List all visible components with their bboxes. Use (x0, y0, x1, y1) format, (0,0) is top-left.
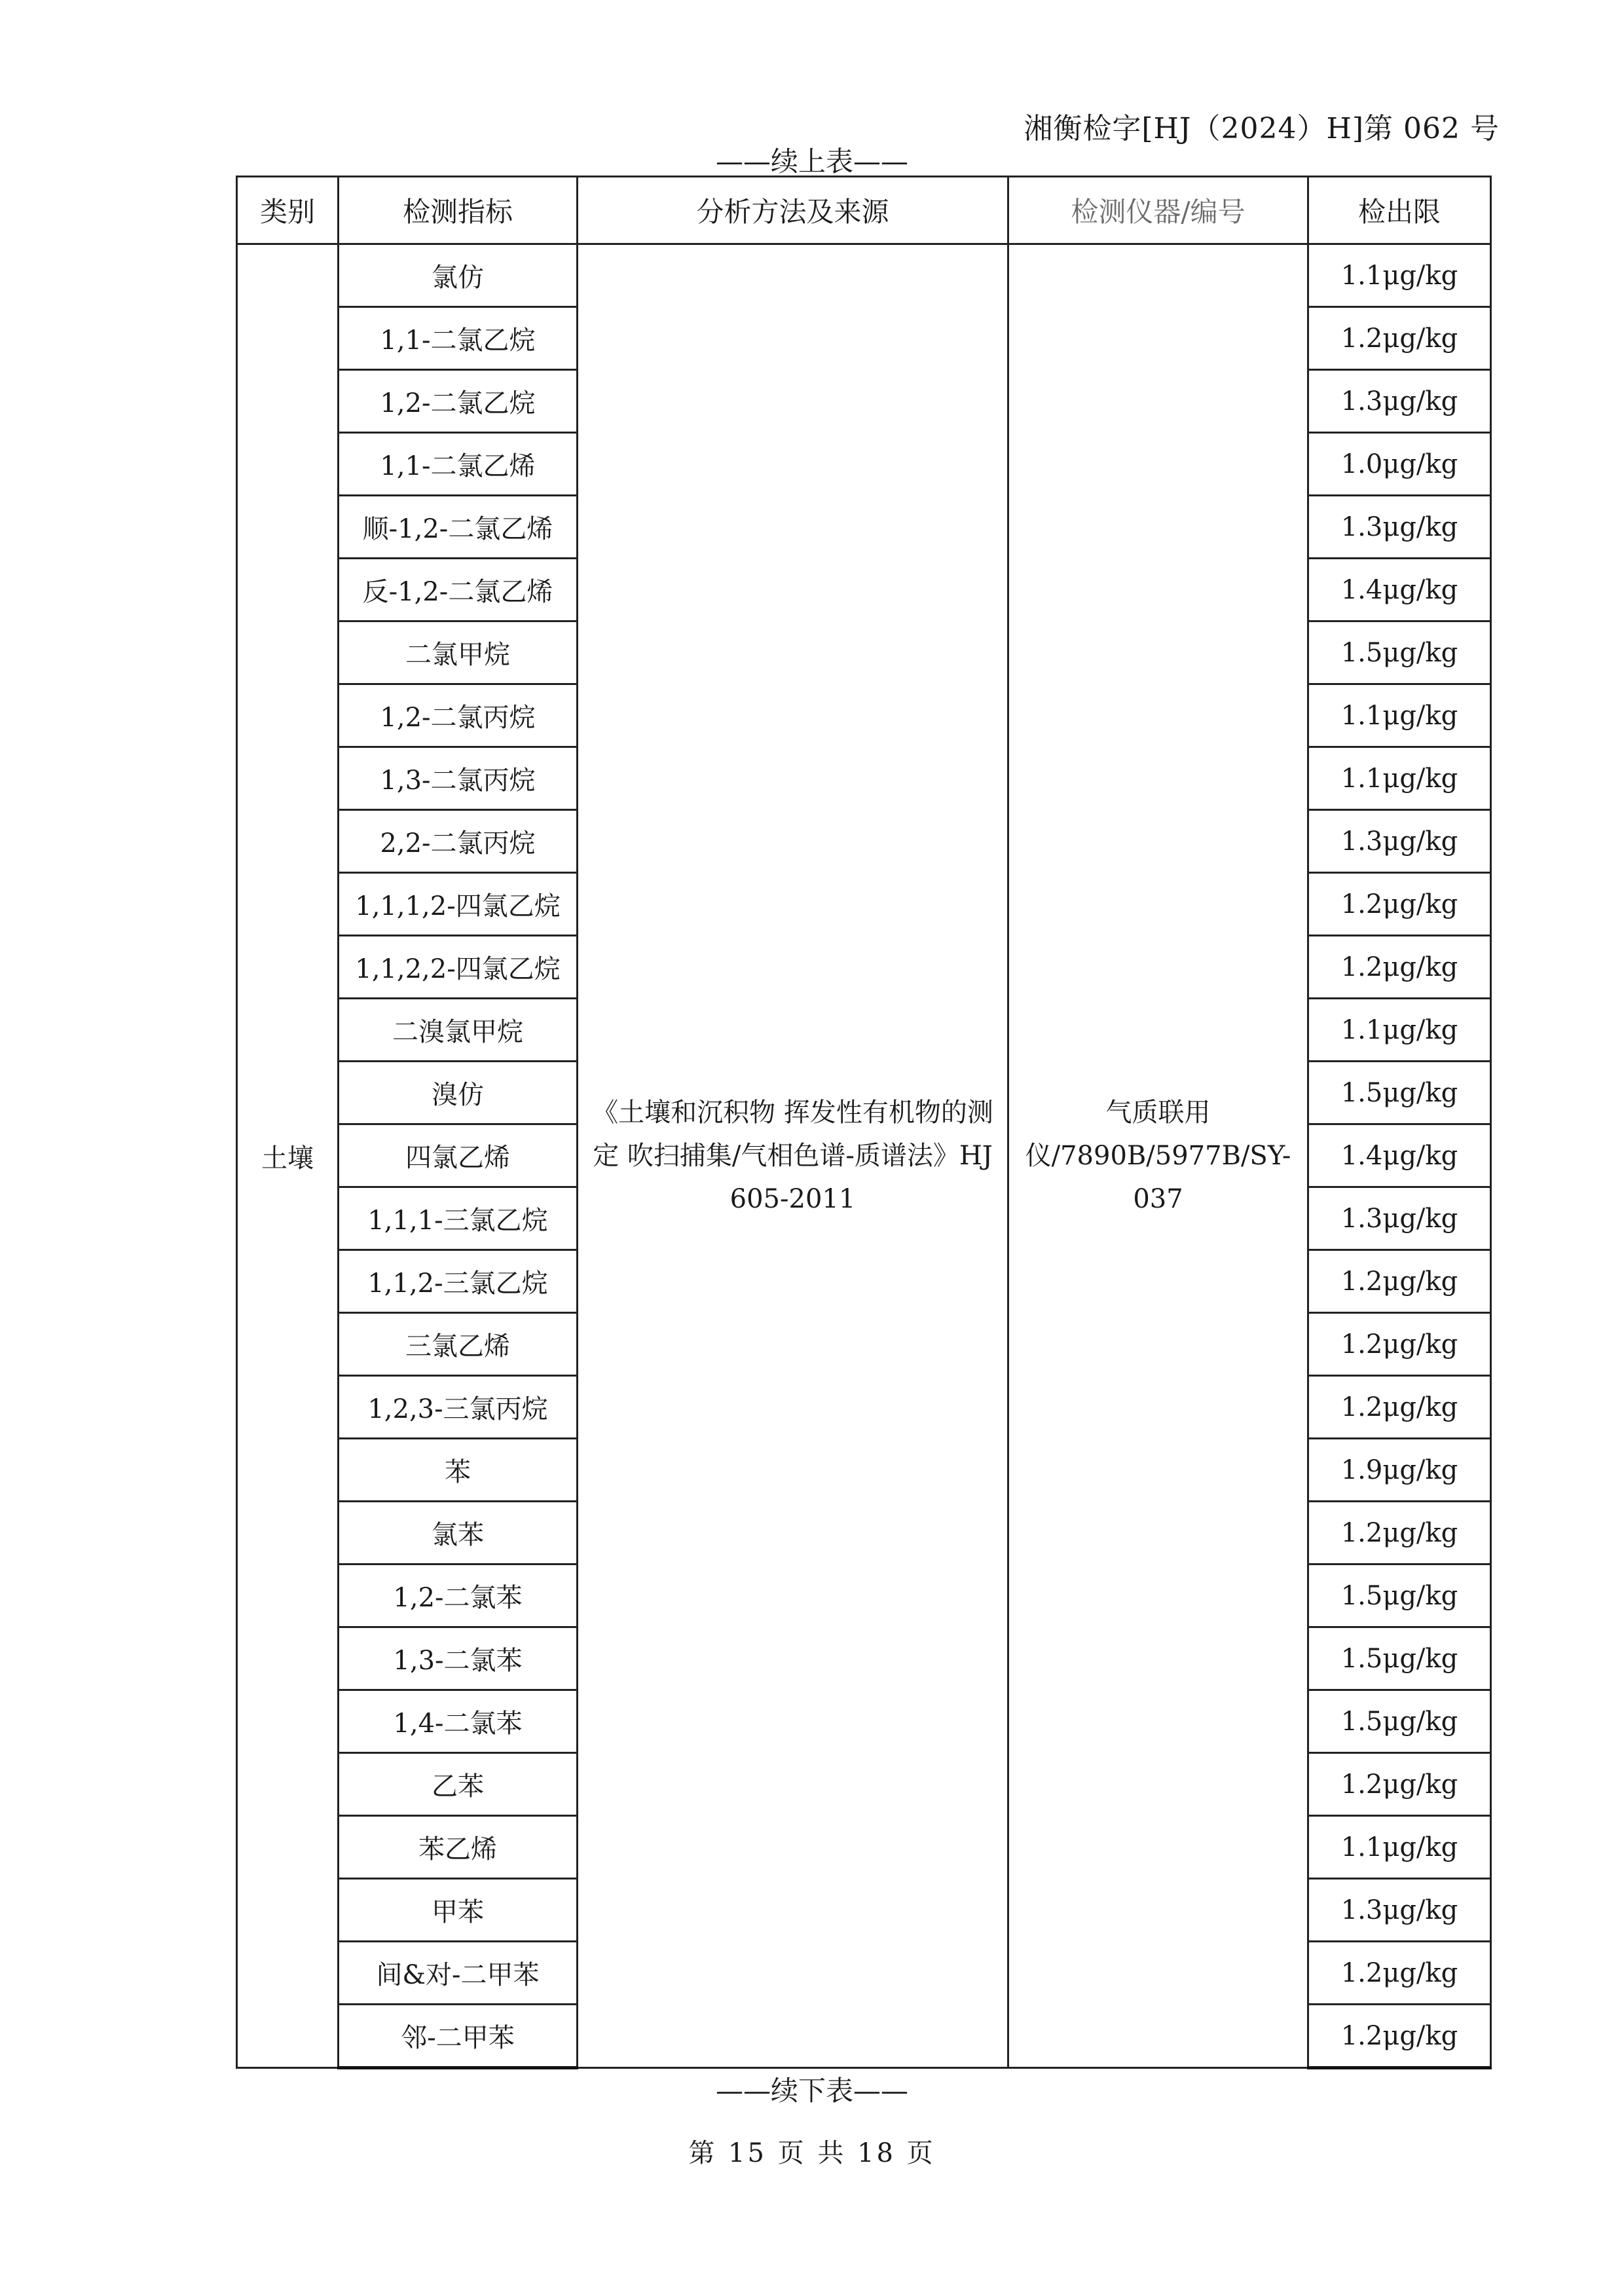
limit-cell: 1.2μg/kg (1308, 1313, 1491, 1376)
limit-cell: 1.2μg/kg (1308, 1942, 1491, 2005)
table-header-row (237, 177, 1491, 244)
indicator-cell: 氯苯 (339, 1502, 578, 1565)
indicator-cell: 反-1,2-二氯乙烯 (339, 559, 578, 621)
limit-cell: 1.2μg/kg (1308, 2005, 1491, 2068)
limit-cell: 1.5μg/kg (1308, 1627, 1491, 1690)
indicator-cell: 1,1,2-三氯乙烷 (339, 1250, 578, 1313)
table-row (237, 244, 1491, 307)
limit-cell: 1.2μg/kg (1308, 1376, 1491, 1439)
limit-cell: 1.5μg/kg (1308, 1690, 1491, 1753)
limit-cell: 1.1μg/kg (1308, 1816, 1491, 1879)
limit-cell: 1.2μg/kg (1308, 1753, 1491, 1816)
header-instrument: 检测仪器/编号 (1008, 177, 1308, 244)
limit-cell: 1.2μg/kg (1308, 1502, 1491, 1565)
indicator-cell: 溴仿 (339, 1062, 578, 1124)
limit-cell: 1.2μg/kg (1308, 307, 1491, 370)
limit-cell: 1.1μg/kg (1308, 747, 1491, 810)
limit-cell: 1.3μg/kg (1308, 370, 1491, 433)
continued-to-label: ——续下表—— (715, 2075, 908, 2107)
limit-cell: 1.9μg/kg (1308, 1439, 1491, 1502)
indicator-cell: 三氯乙烯 (339, 1313, 578, 1376)
indicator-cell: 苯乙烯 (339, 1816, 578, 1879)
limit-cell: 1.1μg/kg (1308, 244, 1491, 307)
limit-cell: 1.5μg/kg (1308, 1565, 1491, 1627)
indicator-cell: 苯 (339, 1439, 578, 1502)
limit-cell: 1.1μg/kg (1308, 684, 1491, 747)
header-indicator: 检测指标 (339, 177, 578, 244)
indicator-cell: 间&对-二甲苯 (339, 1942, 578, 2005)
report-number: 湘衡检字[HJ（2024）H]第 062 号 (1024, 112, 1500, 145)
limit-cell: 1.2μg/kg (1308, 936, 1491, 999)
limit-cell: 1.3μg/kg (1308, 496, 1491, 559)
header-method: 分析方法及来源 (578, 177, 1008, 244)
instrument-cell: 气质联用仪/7890B/5977B/SY-037 (1008, 244, 1308, 2068)
detection-limit-table (236, 176, 1492, 2069)
limit-cell: 1.4μg/kg (1308, 559, 1491, 621)
limit-cell: 1.3μg/kg (1308, 810, 1491, 873)
indicator-cell: 邻-二甲苯 (339, 2005, 578, 2068)
indicator-cell: 1,2-二氯丙烷 (339, 684, 578, 747)
continued-from-label: ——续上表—— (715, 145, 908, 177)
indicator-cell: 甲苯 (339, 1879, 578, 1942)
indicator-cell: 四氯乙烯 (339, 1124, 578, 1187)
indicator-cell: 1,1-二氯乙烷 (339, 307, 578, 370)
page-number: 第 15 页 共 18 页 (688, 2138, 936, 2168)
indicator-cell: 2,2-二氯丙烷 (339, 810, 578, 873)
header-category: 类别 (237, 177, 339, 244)
indicator-cell: 1,3-二氯丙烷 (339, 747, 578, 810)
indicator-cell: 1,1,2,2-四氯乙烷 (339, 936, 578, 999)
indicator-cell: 顺-1,2-二氯乙烯 (339, 496, 578, 559)
indicator-cell: 1,1,1-三氯乙烷 (339, 1187, 578, 1250)
indicator-cell: 1,2-二氯乙烷 (339, 370, 578, 433)
limit-cell: 1.5μg/kg (1308, 1062, 1491, 1124)
limit-cell: 1.1μg/kg (1308, 999, 1491, 1062)
limit-cell: 1.5μg/kg (1308, 621, 1491, 684)
indicator-cell: 1,1,1,2-四氯乙烷 (339, 873, 578, 936)
indicator-cell: 二溴氯甲烷 (339, 999, 578, 1062)
limit-cell: 1.4μg/kg (1308, 1124, 1491, 1187)
indicator-cell: 二氯甲烷 (339, 621, 578, 684)
limit-cell: 1.3μg/kg (1308, 1879, 1491, 1942)
limit-cell: 1.2μg/kg (1308, 1250, 1491, 1313)
indicator-cell: 1,1-二氯乙烯 (339, 433, 578, 496)
indicator-cell: 1,2,3-三氯丙烷 (339, 1376, 578, 1439)
indicator-cell: 氯仿 (339, 244, 578, 307)
header-limit: 检出限 (1308, 177, 1491, 244)
category-cell: 土壤 (237, 244, 339, 2068)
indicator-cell: 1,4-二氯苯 (339, 1690, 578, 1753)
limit-cell: 1.2μg/kg (1308, 873, 1491, 936)
method-cell: 《土壤和沉积物 挥发性有机物的测定 吹扫捕集/气相色谱-质谱法》HJ 605-2011 (578, 244, 1008, 2068)
indicator-cell: 乙苯 (339, 1753, 578, 1816)
indicator-cell: 1,2-二氯苯 (339, 1565, 578, 1627)
indicator-cell: 1,3-二氯苯 (339, 1627, 578, 1690)
limit-cell: 1.0μg/kg (1308, 433, 1491, 496)
limit-cell: 1.3μg/kg (1308, 1187, 1491, 1250)
